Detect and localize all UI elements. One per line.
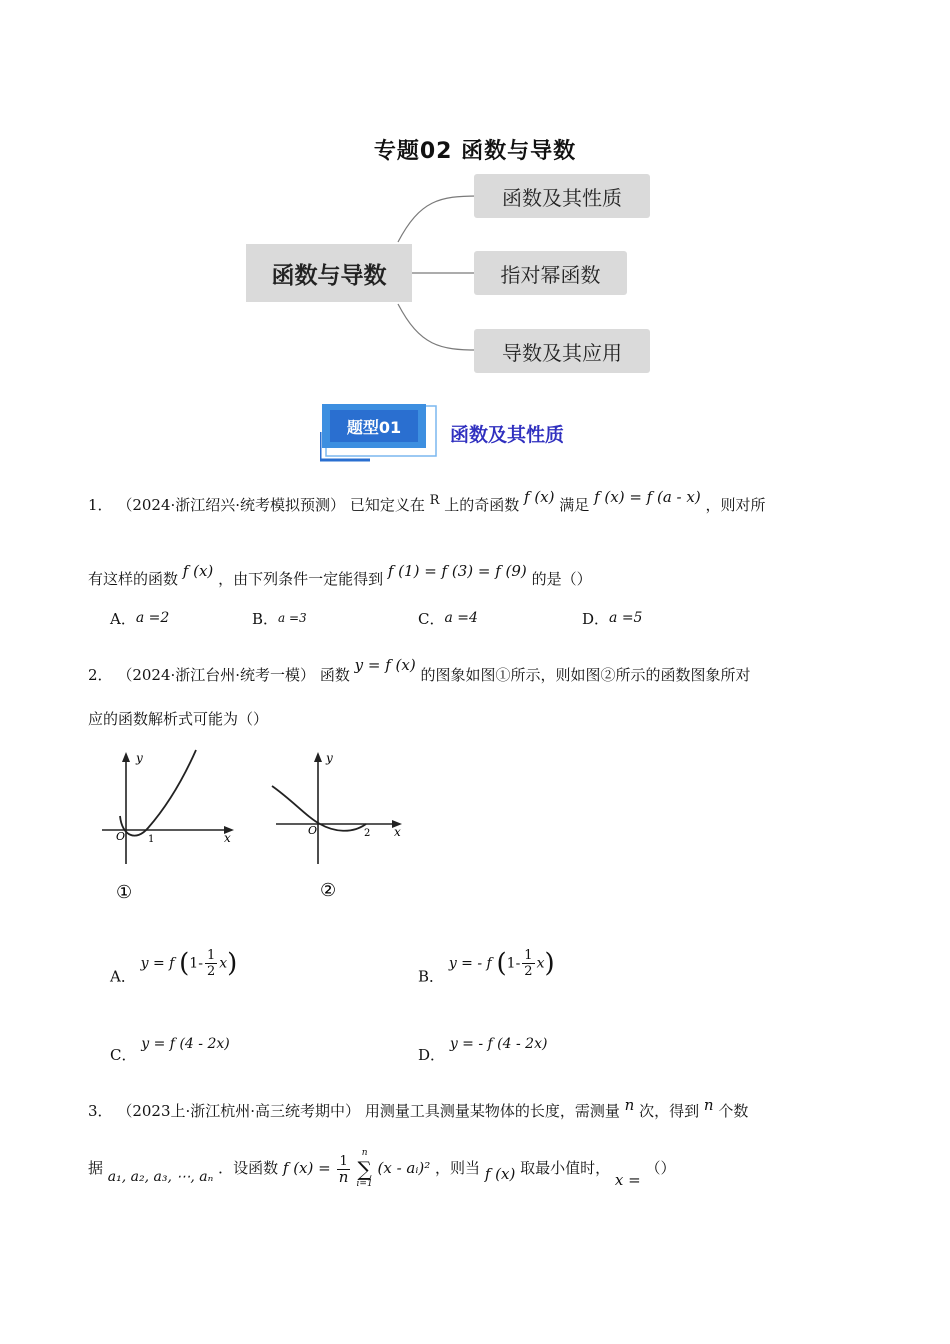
fraction-denominator: 2 <box>206 964 216 979</box>
mindmap-node-function-properties: 函数及其性质 <box>474 174 650 218</box>
q2-option-c <box>110 1034 230 1065</box>
graph2-caption: ② <box>320 880 337 901</box>
q3-text: 个数 <box>718 1102 749 1120</box>
option-math: y = - f (4 - 2x) <box>449 1036 548 1052</box>
q2-option-b <box>418 948 555 987</box>
option-label: D． <box>418 1046 446 1064</box>
graph1-ylabel: y <box>136 751 143 765</box>
mindmap-node-exp-log-power: 指对幂函数 <box>474 251 627 295</box>
option-paren: ( <box>496 948 507 979</box>
option-math: a =2 <box>135 610 170 626</box>
option-math: 1- <box>506 955 521 972</box>
q1-text: 的是（） <box>531 570 592 588</box>
page-title: 专题02 函数与导数 <box>373 139 577 164</box>
q1-option-b <box>252 608 307 629</box>
q2-text: 函数 <box>319 666 350 684</box>
option-math: a =5 <box>609 610 643 626</box>
q3-text: 据 <box>88 1159 104 1177</box>
q1-fx: f (x) <box>524 488 555 506</box>
option-label: C． <box>418 610 445 628</box>
graph1-origin: O <box>116 830 126 843</box>
q3-text: 取最小值时， <box>520 1159 611 1177</box>
q1-text: 有这样的函数 <box>88 570 179 588</box>
q3-sequence: a₁, a₂, a₃, ⋯, aₙ <box>107 1169 214 1185</box>
q3-function: f (x) = <box>282 1159 331 1177</box>
q3-fraction <box>337 1154 349 1185</box>
q2-graph-1 <box>96 746 242 906</box>
q2-option-a <box>110 948 237 987</box>
sum-symbol: ∑ <box>357 1157 372 1181</box>
q3-sum-body: (x - aᵢ)² <box>377 1159 431 1177</box>
option-label: B． <box>418 967 445 986</box>
q3-sum <box>357 1148 373 1190</box>
mindmap-node-derivative-applications: 导数及其应用 <box>474 329 650 373</box>
mindmap-center-node: 函数与导数 <box>246 244 412 302</box>
option-math: x <box>219 955 228 972</box>
option-math: 1- <box>189 955 203 972</box>
q3-text: 用测量工具测量某物体的长度，需测量 <box>364 1102 620 1120</box>
option-paren: ) <box>544 948 555 979</box>
q2-text: 应的函数解析式可能为（） <box>88 710 269 728</box>
q1-text: 满足 <box>559 496 590 514</box>
graph1-tick: 1 <box>148 834 155 845</box>
option-label: A． <box>110 967 136 986</box>
q2-line2 <box>88 708 268 729</box>
q2-line1 <box>88 656 750 685</box>
q1-set-R: R <box>429 493 440 508</box>
graph1-xlabel: x <box>224 831 231 845</box>
option-paren: ) <box>227 948 238 979</box>
graph1-curve <box>120 750 196 836</box>
graph1-y-arrow <box>122 752 130 762</box>
q1-number: 1． <box>88 496 113 514</box>
q2-option-d <box>418 1034 547 1065</box>
option-label: A． <box>110 610 136 628</box>
option-label: B． <box>252 610 279 628</box>
option-math: y = - f <box>448 955 492 972</box>
option-math: x <box>536 955 545 972</box>
q3-line2 <box>88 1148 675 1190</box>
q1-condition: f (x) = f (a - x) <box>594 488 701 506</box>
graph2-y-arrow <box>314 752 322 762</box>
q3-n: n <box>703 1096 714 1114</box>
q1-line2 <box>88 562 592 589</box>
q1-text: 已知定义在 <box>349 496 425 514</box>
q3-text: ，则当 <box>435 1159 481 1177</box>
q1-option-d <box>582 608 642 629</box>
q3-text: （） <box>645 1159 676 1177</box>
q2-yfx: y = f (x) <box>354 656 416 674</box>
q3-text: 次，得到 <box>639 1102 700 1120</box>
option-fraction <box>205 948 217 979</box>
sum-upper: n <box>361 1148 368 1158</box>
q3-text: ．设函数 <box>218 1159 279 1177</box>
q3-n: n <box>624 1096 635 1114</box>
option-math: y = f (4 - 2x) <box>141 1036 230 1052</box>
q2-text: 的图象如图①所示，则如图②所示的函数图象所对 <box>420 666 751 684</box>
option-math: a =4 <box>444 610 478 626</box>
q3-number: 3． <box>88 1102 113 1120</box>
q2-source: （2024·浙江台州·统考一模） <box>117 666 316 684</box>
graph2-origin: O <box>308 824 318 837</box>
q1-text: 上的奇函数 <box>444 496 520 514</box>
section-badge-label: 题型01 <box>346 417 402 437</box>
fraction-denominator: 2 <box>524 964 533 979</box>
q1-line1 <box>88 488 765 515</box>
q1-option-a <box>110 608 169 629</box>
q1-fx2: f (x) <box>182 562 214 580</box>
option-math: a =3 <box>278 611 307 625</box>
option-math: y = f <box>140 955 175 972</box>
q1-condition2: f (1) = f (3) = f (9) <box>387 562 527 580</box>
fraction-numerator: 1 <box>206 948 216 963</box>
option-fraction <box>522 948 534 979</box>
q3-fx: f (x) <box>484 1165 516 1183</box>
q1-source: （2024·浙江绍兴·统考模拟预测） <box>117 496 346 514</box>
graph2-ylabel: y <box>326 751 333 765</box>
fraction-denominator: n <box>338 1167 349 1186</box>
section-badge <box>320 402 440 462</box>
graph2-xlabel: x <box>394 825 401 839</box>
fraction-numerator: 1 <box>524 948 533 963</box>
q3-line1 <box>88 1096 748 1121</box>
q1-text: ，则对所 <box>705 496 766 514</box>
section-title: 函数及其性质 <box>450 424 565 446</box>
q3-answer: x = <box>614 1171 641 1189</box>
option-label: D． <box>582 610 610 628</box>
graph2-tick: 2 <box>364 828 371 839</box>
sum-lower: i=1 <box>356 1179 373 1189</box>
q2-number: 2． <box>88 666 113 684</box>
fraction-numerator: 1 <box>339 1153 348 1169</box>
option-label: C． <box>110 1046 137 1064</box>
q1-option-c <box>418 608 478 629</box>
q3-source: （2023上·浙江杭州·高三统考期中） <box>117 1102 361 1120</box>
q1-text: ，由下列条件一定能得到 <box>218 570 384 588</box>
q2-graph-2 <box>268 746 414 906</box>
option-paren: ( <box>179 948 190 979</box>
graph1-caption: ① <box>116 882 133 903</box>
